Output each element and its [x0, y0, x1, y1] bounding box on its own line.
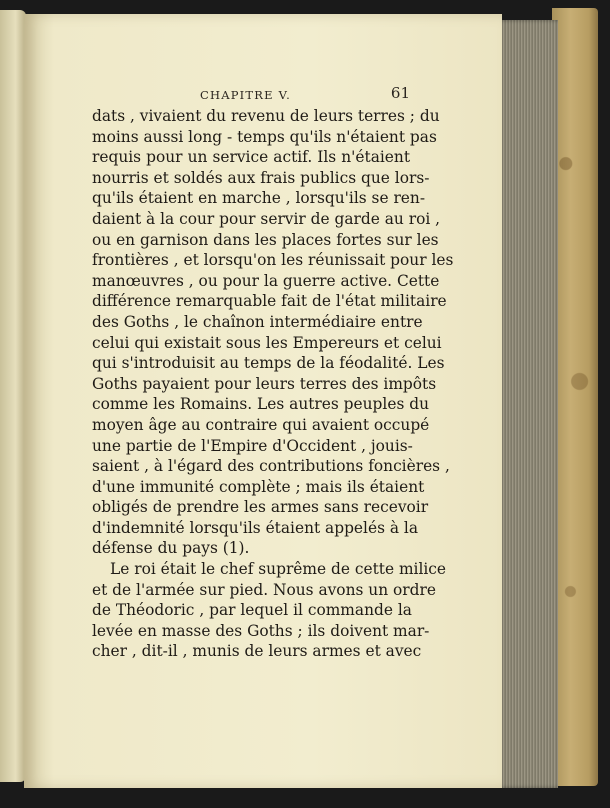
text-line: daient à la cour pour servir de garde au roi , — [92, 209, 441, 228]
text-line: manœuvres , ou pour la guerre active. Cette — [92, 271, 440, 290]
text-line: et de l'armée sur pied. Nous avons un ordre — [92, 580, 436, 599]
text-line: Goths payaient pour leurs terres des impôts — [92, 374, 437, 393]
text-line: défense du pays (1). — [92, 539, 250, 558]
text-line: requis pour un service actif. Ils n'étaient — [92, 148, 410, 167]
text-line: ou en garnison dans les places fortes sur les — [92, 230, 439, 249]
body-text — [92, 106, 454, 662]
text-line: nourris et soldés aux frais publics que lors- — [92, 168, 430, 187]
text-line: qu'ils étaient en marche , lorsqu'ils se ren- — [92, 189, 426, 208]
page-header — [200, 84, 410, 106]
text-line: levée en masse des Goths ; ils doivent mar- — [92, 621, 430, 640]
left-page-edge — [0, 10, 26, 782]
text-line: d'une immunité complète ; mais ils étaient — [92, 477, 425, 496]
paragraph-2 — [92, 559, 447, 662]
book-cover — [552, 8, 598, 786]
text-line: d'indemnité lorsqu'ils étaient appelés à la — [92, 518, 419, 537]
text-line: saient , à l'égard des contributions foncières , — [92, 457, 450, 476]
page-edges — [496, 20, 558, 788]
paragraph-1 — [92, 106, 454, 559]
text-line: qui s'introduisit au temps de la féodalité. Les — [92, 354, 445, 373]
text-line: dats , vivaient du revenu de leurs terres ; du — [92, 107, 440, 125]
text-line: cher , dit-il , munis de leurs armes et avec — [92, 642, 422, 661]
text-line: frontières , et lorsqu'on les réunissait pour les — [92, 251, 454, 270]
foxing-spots — [552, 8, 598, 786]
text-line: Le roi était le chef suprême de cette milice — [110, 560, 447, 579]
text-line: obligés de prendre les armes sans recevoir — [92, 498, 429, 517]
text-line: des Goths , le chaînon intermédiaire entre — [92, 312, 423, 331]
text-line: de Théodoric , par lequel il commande la — [92, 601, 412, 620]
page-number: 61 — [390, 84, 410, 102]
text-line: moyen âge au contraire qui avaient occupé — [92, 415, 430, 434]
text-line: celui qui existait sous les Empereurs et celui — [92, 333, 442, 352]
running-head: CHAPITRE V. — [200, 88, 291, 102]
text-line: comme les Romains. Les autres peuples du — [92, 395, 429, 414]
text-line: différence remarquable fait de l'état militaire — [92, 292, 447, 311]
text-line: moins aussi long - temps qu'ils n'étaient pas — [92, 127, 437, 146]
text-line: une partie de l'Empire d'Occident , jouis- — [92, 436, 413, 455]
